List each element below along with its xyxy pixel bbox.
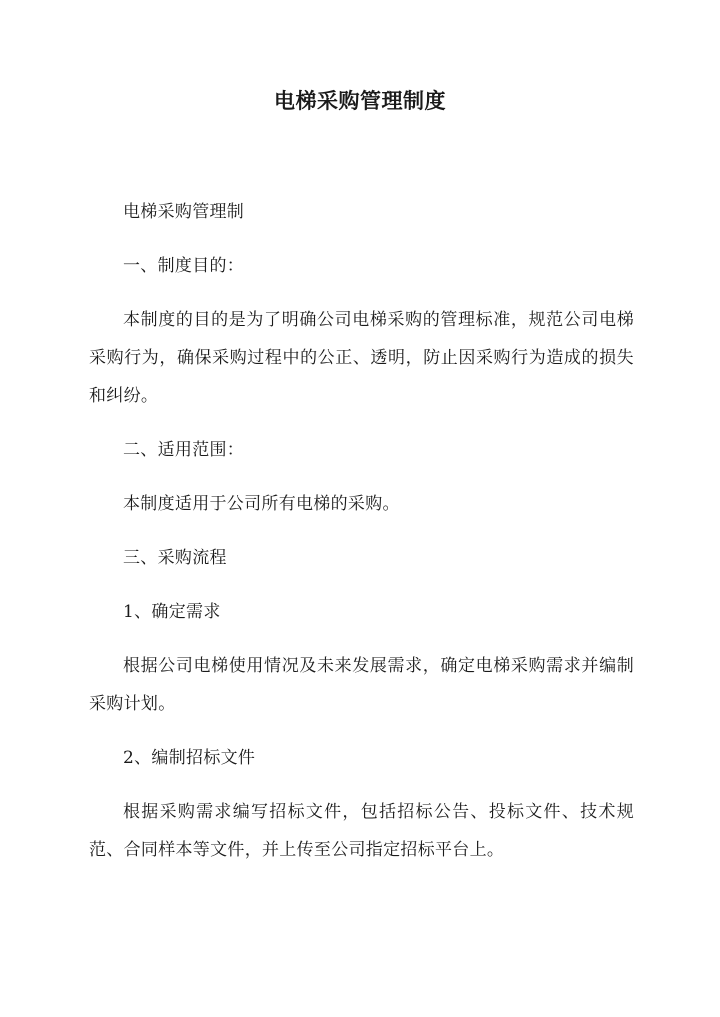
section-heading-process: 三、采购流程 (123, 548, 227, 568)
document-title: 电梯采购管理制度 (274, 88, 446, 113)
subheading-tender-documents: 2、编制招标文件 (123, 748, 256, 768)
document-body (89, 193, 634, 869)
paragraph-scope: 本制度适用于公司所有电梯的采购。 (123, 494, 400, 514)
paragraph-purpose: 本制度的目的是为了明确公司电梯采购的管理标准，规范公司电梯采购行为，确保采购过程中的公正、透明，防止因采购行为造成的损失和纠纷。 (89, 310, 634, 406)
section-heading-scope: 二、适用范围： (123, 440, 245, 460)
paragraph-heading-intro: 电梯采购管理制 (123, 202, 245, 222)
paragraph-tender-documents: 根据采购需求编写招标文件，包括招标公告、投标文件、技术规范、合同样本等文件，并上传至公司指定招标平台上。 (89, 802, 634, 860)
section-heading-purpose: 一、制度目的： (123, 256, 245, 276)
subheading-determine-needs: 1、确定需求 (123, 602, 221, 622)
paragraph-determine-needs: 根据公司电梯使用情况及未来发展需求，确定电梯采购需求并编制采购计划。 (89, 656, 634, 714)
